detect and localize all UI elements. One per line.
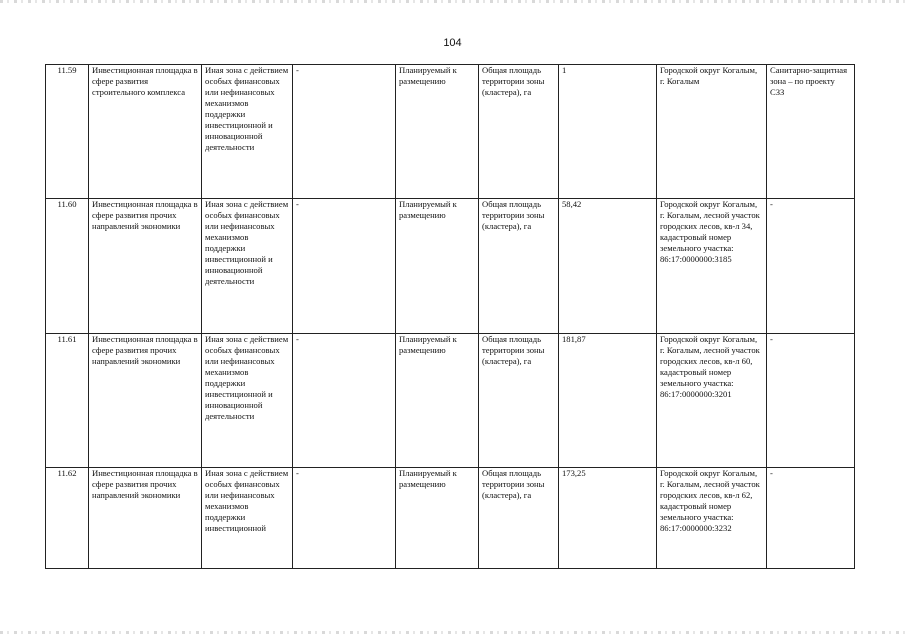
parameter-value: 58,42 — [559, 199, 657, 334]
object-status: Планируемый к размещению — [396, 334, 479, 468]
scan-artifact-bottom — [0, 631, 905, 634]
row-number: 11.59 — [46, 65, 89, 199]
zone-type: Иная зона с действием особых финансовых или нефинансовых механизмов поддержки инвестиционной и инновационной деятельности — [202, 65, 293, 199]
zone-type: Иная зона с действием особых финансовых или нефинансовых механизмов поддержки инвестиционной и инновационной деятельности — [202, 334, 293, 468]
object-characteristic: - — [293, 334, 396, 468]
table-row — [46, 334, 855, 468]
parameter-value: 181,87 — [559, 334, 657, 468]
page-number: 104 — [443, 37, 462, 49]
object-characteristic: - — [293, 199, 396, 334]
object-name: Инвестиционная площадка в сфере развития прочих направлений экономики — [89, 468, 202, 569]
parameter-value: 1 — [559, 65, 657, 199]
object-name: Инвестиционная площадка в сфере развития прочих направлений экономики — [89, 199, 202, 334]
object-status: Планируемый к размещению — [396, 65, 479, 199]
zone-type: Иная зона с действием особых финансовых или нефинансовых механизмов поддержки инвестиционной и инновационной деятельности — [202, 199, 293, 334]
table-row — [46, 65, 855, 199]
zone-note: - — [767, 468, 855, 569]
table-row — [46, 199, 855, 334]
object-location: Городской округ Когалым, г. Когалым — [657, 65, 767, 199]
zone-parameter: Общая площадь территории зоны (кластера), га — [479, 199, 559, 334]
table-row — [46, 468, 855, 569]
row-number: 11.62 — [46, 468, 89, 569]
zone-parameter: Общая площадь территории зоны (кластера), га — [479, 468, 559, 569]
object-characteristic: - — [293, 468, 396, 569]
zones-table — [45, 64, 855, 569]
object-characteristic: - — [293, 65, 396, 199]
zone-type: Иная зона с действием особых финансовых или нефинансовых механизмов поддержки инвестиционной — [202, 468, 293, 569]
object-location: Городской округ Когалым, г. Когалым, лесной участок городских лесов, кв-л 60, кадастровый номер земельного участка: 86:17:0000000:3201 — [657, 334, 767, 468]
zone-note: - — [767, 199, 855, 334]
parameter-value: 173,25 — [559, 468, 657, 569]
object-name: Инвестиционная площадка в сфере развития прочих направлений экономики — [89, 334, 202, 468]
object-status: Планируемый к размещению — [396, 199, 479, 334]
scan-artifact-top — [0, 0, 905, 3]
object-location: Городской округ Когалым, г. Когалым, лесной участок городских лесов, кв-л 62, кадастровый номер земельного участка: 86:17:0000000:3232 — [657, 468, 767, 569]
row-number: 11.61 — [46, 334, 89, 468]
object-location: Городской округ Когалым, г. Когалым, лесной участок городских лесов, кв-л 34, кадастровый номер земельного участка: 86:17:0000000:3185 — [657, 199, 767, 334]
row-number: 11.60 — [46, 199, 89, 334]
zone-note: - — [767, 334, 855, 468]
zone-parameter: Общая площадь территории зоны (кластера), га — [479, 334, 559, 468]
object-status: Планируемый к размещению — [396, 468, 479, 569]
object-name: Инвестиционная площадка в сфере развития строительного комплекса — [89, 65, 202, 199]
zone-note: Санитарно-защитная зона – по проекту СЗЗ — [767, 65, 855, 199]
zone-parameter: Общая площадь территории зоны (кластера), га — [479, 65, 559, 199]
